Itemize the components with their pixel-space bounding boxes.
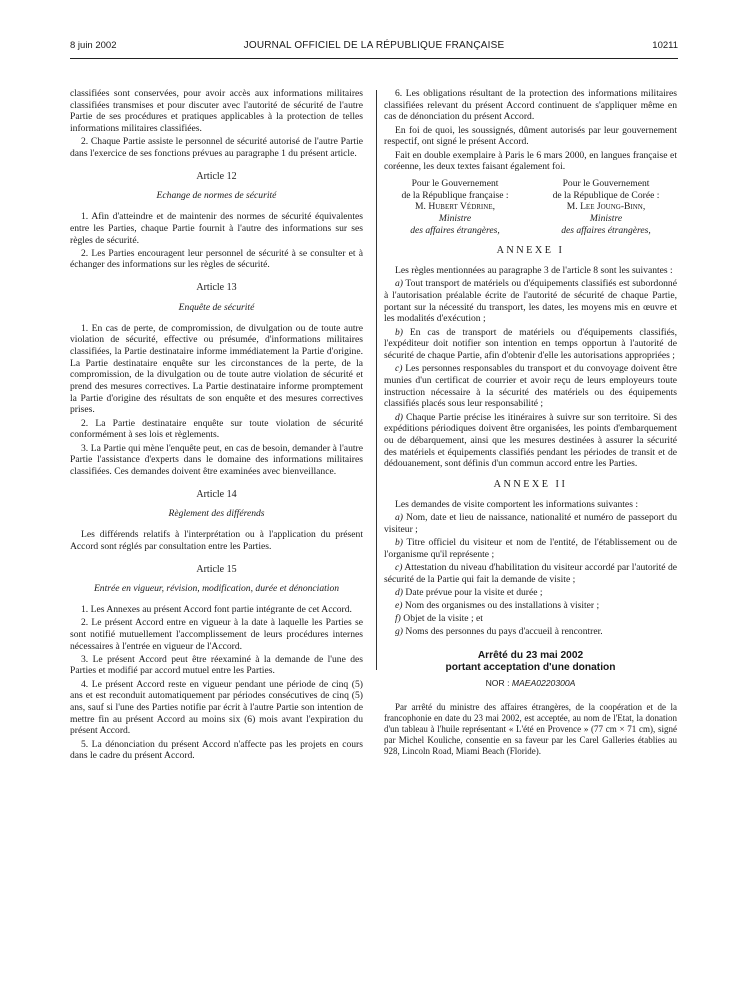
article-heading: Article 12 xyxy=(196,170,237,182)
list-item: d) Chaque Partie précise les itinéraires à suivre sur son territoire. Si des expéditions périodiques doivent être organisées, les points d'embarquement ou de débarquement, ainsi que les mesures destinées à assurer la sécurité des matériels et équipements classifiés pendant les périodes de transit et de dédouanement, sont définis d'un commun accord entre les Parties. xyxy=(384,411,677,470)
list-item: d) Date prévue pour la visite et durée ; xyxy=(395,586,543,598)
journal-title: JOURNAL OFFICIEL DE LA RÉPUBLIQUE FRANÇAISE xyxy=(243,40,505,51)
paragraph: 2. Le présent Accord entre en vigueur à la date à laquelle les Parties se sont notifié mutuellement l'accomplissement de leurs procédures internes nécessaires à l'entrée en vigueur de l'Accord. xyxy=(70,617,363,652)
article-title: Echange de normes de sécurité xyxy=(156,190,277,202)
decree-title: Arrêté du 23 mai 2002 portant acceptation d'une donation xyxy=(445,650,616,674)
article-title: Entrée en vigueur, révision, modification, durée et dénonciation xyxy=(93,583,340,595)
header-rule xyxy=(70,58,678,59)
list-item: e) Nom des organismes ou des installations à visiter ; xyxy=(395,599,600,611)
paragraph: 3. La Partie qui mène l'enquête peut, en cas de besoin, demander à l'autre Partie l'assistance d'experts dans le domaine des informations militaires classifiées. Ces demandes doivent être examinées avec bienveillance. xyxy=(70,442,363,477)
column-separator xyxy=(376,90,377,670)
paragraph: classifiées sont conservées, pour avoir accès aux informations militaires classifiées transmises et pour discuter avec l'autorité de sécurité de l'autre Partie de ses procédures et pratiques applicables à la protection de telles informations militaires classifiées. xyxy=(70,88,363,135)
article-title: Enquête de sécurité xyxy=(178,301,255,313)
issue-date: 8 juin 2002 xyxy=(70,40,117,51)
left-column xyxy=(70,88,363,764)
paragraph: Fait en double exemplaire à Paris le 6 mars 2000, en langues française et coréenne, les deux textes faisant également foi. xyxy=(384,149,677,173)
list-item: b) En cas de transport de matériels ou d'équipements classifiés, l'expéditeur doit notifier son intention en temps opportun à l'autorité de sécurité de chaque Partie, afin d'obtenir d'elle les autorisations appropriées ; xyxy=(384,326,677,362)
paragraph: 3. Le présent Accord peut être réexaminé à la demande de l'une des Parties et modifié par accord mutuel entre les Parties. xyxy=(70,653,363,677)
page-number: 10211 xyxy=(652,40,678,51)
signature-block xyxy=(384,178,677,237)
nor-reference: NOR : MAEA0220300A xyxy=(485,678,576,689)
paragraph: 4. Le présent Accord reste en vigueur pendant une période de cinq (5) ans et est reconduit automatiquement par périodes consécutives de cinq (5) ans, sauf si l'une des Parties notifie par écrit à l'autre Partie son intention de mettre fin au présent Accord au moins six (6) mois avant l'expiration du présent Accord. xyxy=(70,678,363,737)
paragraph: 6. Les obligations résultant de la protection des informations militaires classifiées relevant du présent Accord continuent de s'appliquer même en cas de dénonciation du présent Accord. xyxy=(384,88,677,123)
page-header xyxy=(70,40,678,56)
paragraph: 2. La Partie destinataire enquête sur toute violation de sécurité conformément à ses lois et règlements. xyxy=(70,417,363,441)
paragraph: 2. Chaque Partie assiste le personnel de sécurité autorisé de l'autre Partie dans l'exercice de ses fonctions prévues au paragraphe 1 du présent article. xyxy=(70,136,363,160)
annex-heading: ANNEXE I xyxy=(496,245,565,257)
paragraph: 5. La dénonciation du présent Accord n'affecte pas les projets en cours dans le cadre du présent Accord. xyxy=(70,738,363,762)
article-heading: Article 14 xyxy=(196,488,237,500)
paragraph: Les différends relatifs à l'interprétation ou à l'application du présent Accord sont réglés par consultation entre les Parties. xyxy=(70,529,363,552)
signature-france: Pour le Gouvernement de la République française : M. Hubert Védrine, Ministre des affaires étrangères, xyxy=(401,177,509,236)
annex-heading: ANNEXE II xyxy=(493,479,568,491)
signatory-name: Lee Joung-Binn, xyxy=(580,201,646,213)
article-title: Règlement des différends xyxy=(168,508,265,520)
signature-korea: Pour le Gouvernement de la République de Corée : M. Lee Joung-Binn, Ministre des affaires étrangères, xyxy=(552,177,660,236)
list-item: c) Attestation du niveau d'habilitation du visiteur accordé par l'autorité de sécurité de la Partie qui fait la demande de visite ; xyxy=(384,561,677,585)
right-column xyxy=(384,88,677,758)
paragraph: 1. En cas de perte, de compromission, de divulgation ou de toute autre violation de sécurité, effective ou présumée, d'informations militaires classifiées, la Partie destinataire informe immédiatement la Partie d'origine. La Partie destinataire enquête sur les circonstances de la perte, de la compromission, de la divulgation ou de toute autre violation de sécurité et prend des mesures correctives. La Partie destinataire informe promptement la Partie d'origine des résultats de son enquête et des mesures correctives prises. xyxy=(70,322,363,416)
paragraph: En foi de quoi, les soussignés, dûment autorisés par leur gouvernement respectif, ont signé le présent Accord. xyxy=(384,124,677,148)
paragraph: 1. Afin d'atteindre et de maintenir des normes de sécurité équivalentes entre les Parties, chaque Partie fournit à l'autre des informations sur ses règles de sécurité. xyxy=(70,211,363,246)
list-item: b) Titre officiel du visiteur et nom de l'entité, de l'établissement ou de l'organisme qu'il représente ; xyxy=(384,536,677,560)
article-heading: Article 13 xyxy=(196,282,237,294)
list-item: f) Objet de la visite ; et xyxy=(395,613,483,625)
paragraph: 2. Les Parties encouragent leur personnel de sécurité à se consulter et à échanger des informations sur les règles de sécurité. xyxy=(70,247,363,271)
list-item: g) Noms des personnes du pays d'accueil à rencontrer. xyxy=(395,626,603,638)
list-item: a) Nom, date et lieu de naissance, nationalité et numéro de passeport du visiteur ; xyxy=(384,512,677,535)
list-item: c) Les personnes responsables du transport et du convoyage doivent être munies d'un certificat de courrier et avoir reçu de leurs employeurs toute instruction nécessaire à la sécurité des matériels ou des équipements classifiés placés sous leur responsabilité ; xyxy=(384,363,677,410)
signatory-name: Hubert Védrine, xyxy=(428,201,495,213)
paragraph: Les demandes de visite comportent les informations suivantes : xyxy=(395,498,638,510)
article-heading: Article 15 xyxy=(196,563,237,575)
list-item: a) Tout transport de matériels ou d'équipements classifiés est subordonné à l'autorisation préalable écrite de l'autorité de sécurité de chaque Partie, portant sur la nécessité du transport, les dates, les moyens mis en œuvre et les modalités d'exécution ; xyxy=(384,278,677,325)
decree-body: Par arrêté du ministre des affaires étrangères, de la coopération et de la francophonie en date du 23 mai 2002, est acceptée, au nom de l'Etat, la donation d'un tableau à l'huile représentant « L'été en Provence » (77 cm × 71 cm), signé par Michel Kouliche, consentie en sa faveur par les Carel Galleries établies au 928, Lincoln Road, Miami Beach (Floride). xyxy=(384,701,677,756)
paragraph: Les règles mentionnées au paragraphe 3 de l'article 8 sont les suivantes : xyxy=(395,265,673,277)
paragraph: 1. Les Annexes au présent Accord font partie intégrante de cet Accord. xyxy=(81,603,352,615)
